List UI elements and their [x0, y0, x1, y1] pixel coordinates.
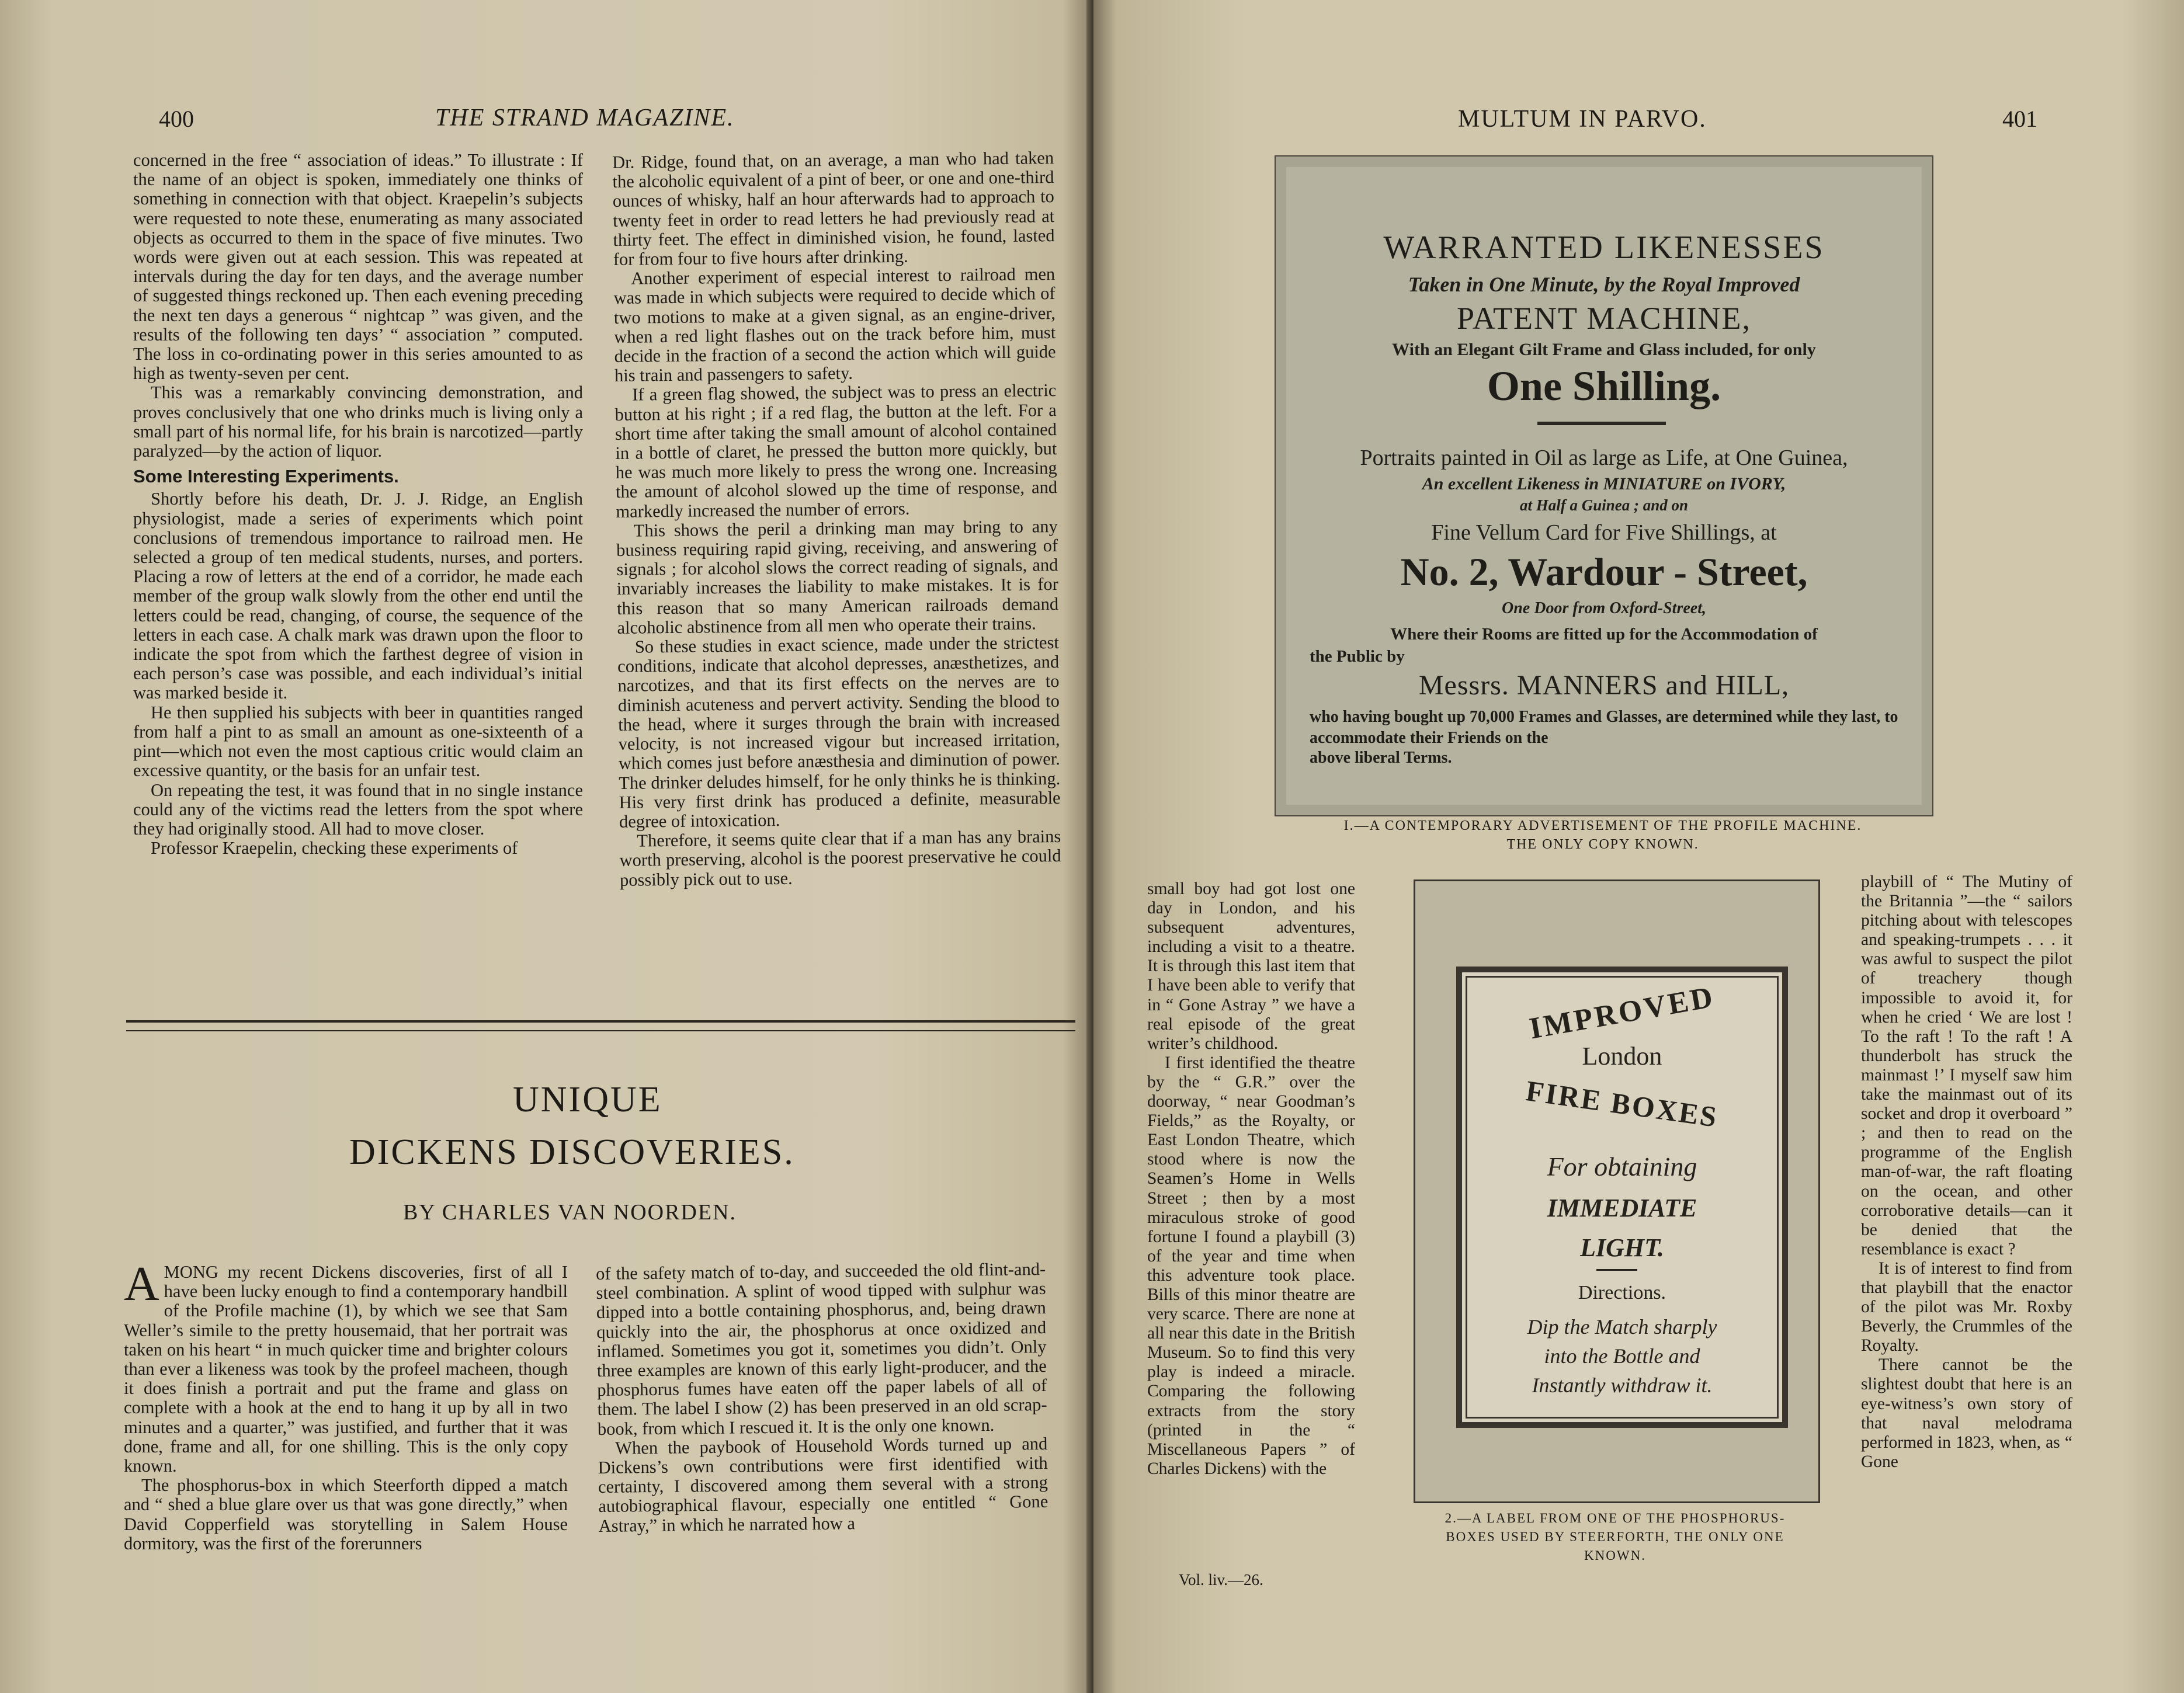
byline: BY CHARLES VAN NOORDEN.: [403, 1200, 737, 1225]
label-line: Directions.: [1578, 1282, 1666, 1303]
label-line: IMMEDIATE: [1547, 1194, 1697, 1222]
divider-rule: [126, 1020, 1075, 1023]
label-line: Dip the Match sharply: [1527, 1315, 1717, 1339]
page-number-left: 400: [159, 106, 194, 132]
ad-headline: WARRANTED LIKENESSES: [1383, 230, 1825, 266]
paragraph: Dr. Ridge, found that, on an average, a man who had taken the alcoholic equivalent of a pint of beer, or one and one-third ounces of whisky, half an hour afterwards had to approach to twenty feet in order to read letters he had previously read at thirty feet. The effect in diminished vision, he found, lasted for from four to five hours after drinking.: [612, 148, 1055, 270]
caption-line: BOXES USED BY STEERFORTH, THE ONLY ONE: [1446, 1529, 1784, 1544]
label-line: LIGHT.: [1580, 1233, 1664, 1262]
paragraph: Professor Kraepelin, checking these experiments of: [151, 838, 518, 858]
ad-line: With an Elegant Gilt Frame and Glass included, for only: [1392, 340, 1816, 359]
paragraph: Therefore, it seems quite clear that if a man has any brains worth preserving, alcohol is the poorest preservative he could possibly pick out to use.: [619, 826, 1061, 890]
page-number-right: 401: [2002, 106, 2037, 132]
ad-line: One Door from Oxford-Street,: [1502, 599, 1706, 617]
figure-2-caption: [1402, 1509, 1828, 1565]
ad-line: Messrs. MANNERS and HILL,: [1418, 670, 1790, 701]
label-line: into the Bottle and: [1544, 1344, 1700, 1368]
paragraph: Shortly before his death, Dr. J. J. Ridge, an English physiologist, made a series of experiments which point conclusions of tremendous importance to railroad men. He selected a group of ten medical students, nurses, and porters. Placing a row of letters at the end of a corridor, he made each member of the group walk slowly from the other end until the letters could be read, changing, of course, the sequence of the letters in each case. A chalk mark was drawn upon the floor to indicate the spot from which the farthest degree of vision in each person’s case was possible, and each individual’s initial was marked beside it.: [133, 489, 583, 703]
article-column-1: [124, 1257, 568, 1553]
paragraph: If a green flag showed, the subject was to press an electric button at his right ; if a red flag, the button at the left. For a short time after taking the small amount of alcohol contained in a bottle of claret, he pressed the button more quickly, but he was much more likely to press the wrong one. Increasing the amount of alcohol slowed up the time of response, and markedly increased the number of errors.: [614, 380, 1058, 522]
ad-line: Fine Vellum Card for Five Shillings, at: [1431, 520, 1777, 545]
right-column-1: [1147, 879, 1355, 1479]
paragraph: [124, 1257, 568, 1476]
caption-line: I.—A CONTEMPORARY ADVERTISEMENT OF THE PROFILE MACHINE.: [1343, 818, 1862, 833]
label-line: London: [1582, 1042, 1662, 1070]
ad-price: One Shilling.: [1487, 363, 1721, 409]
caption-line: KNOWN.: [1584, 1548, 1646, 1563]
ad-ornament-rule: [1537, 422, 1666, 425]
section-heading: Some Interesting Experiments.: [133, 466, 399, 487]
paragraph: This was a remarkably convincing demonstration, and proves conclusively that one who drinks much is living only a small part of his normal life, for his brain is narcotized—partly paralyzed—by the action of liquor.: [133, 383, 583, 461]
ad-line: who having bought up 70,000 Frames and Glasses, are determined while they last, to accommodate their Friends on the: [1310, 708, 1898, 747]
label-line: Instantly withdraw it.: [1532, 1374, 1713, 1397]
ad-line: above liberal Terms.: [1310, 749, 1452, 767]
paragraph: of the safety match of to-day, and succeeded the old flint-and-steel combination. A splint of wood tipped with sulphur was dipped into a bottle containing phosphorus, and, being drawn quickly into the air, the phosphorus at once oxidized and inflamed. Sometimes you got it, sometimes you didn’t. Only three examples are known of this early light-producer, and the phosphorus fumes have eaten off the paper labels of all of them. The label I show (2) has been preserved in an old scrap-book, from which I rescued it. It is the only one known.: [595, 1259, 1047, 1439]
article-title-line-2: DICKENS DISCOVERIES.: [349, 1132, 795, 1172]
paragraph: concerned in the free “ association of ideas.” To illustrate : If the name of an object is spoken, immediately one thinks of something in connection with that object. Kraepelin’s subjects were requested to note these, enumerating as many associated objects as occurred to them in the space of five minutes. Two words were given out at each session. This was repeated at intervals during the day for ten days, and the average number of suggested things reckoned up. Then each evening preceding the next ten days a generous “ nightcap ” was given, and the results of the following ten days’ “ association ” computed. The loss in co-ordinating power in this series amounted to as high as twenty-seven per cent.: [133, 150, 583, 384]
paragraph: There cannot be the slightest doubt that here is an eye-witness’s own story of that naval melodrama performed in 1823, when, as “ Gone: [1861, 1355, 2072, 1471]
running-head-right: MULTUM IN PARVO.: [1458, 106, 1707, 133]
paragraph-text: MONG my recent Dickens discoveries, first of all I have been lucky enough to find a contemporary handbill of the Profile machine (1), by which we see that Sam Weller’s simile to the pretty housemaid, that her portrait was taken on his heart “ in much quicker time and brighter colours than ever a likeness was took by the profeel macheen, though it does finish a portrait and put the frame and glass on complete with a hook at the end to hang it up by all in two minutes and a quarter,” was justified, and further that it was done, frame and all, for one shilling. This is the only copy known.: [124, 1262, 568, 1476]
ad-address: No. 2, Wardour - Street,: [1400, 550, 1808, 594]
ad-line: Taken in One Minute, by the Royal Improved: [1408, 273, 1800, 296]
ad-line: PATENT MACHINE,: [1456, 301, 1752, 336]
label-line: FIRE BOXES: [1523, 1074, 1721, 1134]
fire-box-label: [1456, 967, 1788, 1428]
ad-line: at Half a Guinea ; and on: [1519, 496, 1689, 514]
ad-line: An excellent Likeness in MINIATURE on IVORY,: [1422, 474, 1786, 493]
label-line: For obtaining: [1547, 1152, 1697, 1181]
fire-box-label-figure: [1414, 879, 1820, 1503]
paragraph: small boy had got lost one day in London, and his subsequent adventures, including a visit to a theatre. It is through this last item that I have been able to verify that in “ Gone Astray ” we have a real episode of the great writer’s childhood.: [1147, 879, 1355, 1053]
paragraph: It is of interest to find from that playbill that the enactor of the pilot was Mr. Roxby Beverly, the Crummles of the Royalty.: [1861, 1259, 2072, 1355]
left-page: [0, 0, 1091, 1693]
paragraph: He then supplied his subjects with beer in quantities ranged from half a pint to as small an amount as one-sixteenth of a pint—which not even the most captious critic would claim an excessive quantity, or the basis for an unfair test.: [133, 702, 583, 781]
label-ornament: [1596, 1269, 1637, 1271]
paragraph: So these studies in exact science, made under the strictest conditions, indicate that alcohol depresses, anæsthetizes, and narcotizes, and that its first effects on the nerves are to diminish acuteness and pervert activity. Sending the blood to the head, where it surges through the brain with increased velocity, is not increased vigour but increased irritation, which comes just before anæsthesia and diminution of power. The drinker deludes himself, for he only thinks he is thinking. His very first drink has produced a definite, measurable degree of intoxication.: [617, 632, 1061, 832]
article-title-line-1: UNIQUE: [513, 1080, 662, 1120]
ad-line: Portraits painted in Oil as large as Life, at One Guinea,: [1360, 446, 1848, 470]
drop-cap: A: [124, 1257, 159, 1311]
paragraph: On repeating the test, it was found that in no single instance could any of the victims read the letters from the spot where they had originally stood. All had to move closer.: [133, 780, 583, 839]
divider-rule: [126, 1030, 1075, 1031]
paragraph: This shows the peril a drinking man may bring to any business requiring rapid giving, receiving, and answering of signals ; for alcohol slows the correct reading of signals, and invariably increases the liability to make mistakes. It is for this reason that so many American railroads demand alcoholic abstinence from all men who operate their trains.: [616, 516, 1059, 638]
paragraph: playbill of “ The Mutiny of the Britannia ”—the “ sailors pitching about with telescopes and speaking-trumpets . . . it was awful to suspect the pilot of treachery though impossible to avoid it, for when he cried ‘ We are lost ! To the raft ! To the raft ! A thunderbolt has struck the mainmast !’ I myself saw him take the mainmast out of its socket and drop it overboard ” ; and then to read on the programme of the English man-of-war, the raft floating on the ocean, and other corroborative details—can it be denied that the resemblance is exact ?: [1861, 872, 2072, 1259]
paragraph: The phosphorus-box in which Steerforth dipped a match and “ shed a blue glare over us that was gone directly,” when David Copperfield was storytelling in Salem House dormitory, was the first of the forerunners: [124, 1475, 568, 1553]
advertisement-print: [1286, 167, 1922, 805]
ad-line: Where their Rooms are fitted up for the Accommodation of: [1390, 625, 1818, 644]
ad-line: the Public by: [1310, 647, 1405, 666]
caption-line: 2.—A LABEL FROM ONE OF THE PHOSPHORUS-: [1445, 1511, 1786, 1525]
right-column-2: [1861, 872, 2072, 1472]
signature-mark: Vol. liv.—26.: [1179, 1571, 1263, 1588]
paragraph: I first identified the theatre by the “ G.R.” over the doorway, “ near Goodman’s Fields,” as the Royalty, or East London Theatre, which stood where is now the Seamen’s Home in Wells Street ; then by a most miraculous stroke of good fortune I found a playbill (3) of the year and time when this adventure took place. Bills of this minor theatre are very scarce. There are none at all near this date in the British Museum. So to find this very play is indeed a miracle. Comparing the following extracts from the story (printed in the “ Miscellaneous Papers ” of Charles Dickens) with the: [1147, 1053, 1355, 1478]
left-column-2: [612, 148, 1061, 890]
running-head-left: THE STRAND MAGAZINE.: [435, 105, 735, 131]
profile-machine-advertisement: [1275, 155, 1933, 816]
left-column-1: [133, 151, 583, 858]
figure-1-caption: [1275, 816, 1931, 854]
article-column-2: [596, 1260, 1048, 1536]
caption-line: THE ONLY COPY KNOWN.: [1506, 837, 1699, 852]
label-line: IMPROVED: [1527, 980, 1717, 1046]
paragraph: When the paybook of Household Words turned up and Dickens’s own contributions were first identified with certainty, I discovered among them several with a strong autobiographical flavour, especially one entitled “ Gone Astray,” in which he narrated how a: [598, 1433, 1048, 1536]
paragraph: Another experiment of especial interest to railroad men was made in which subjects were required to decide which of two motions to make at a given signal, as an engine-driver, when a red light flashes out on the track before him, must decide in the fraction of a second the action which will guide his train and passengers to safety.: [613, 264, 1056, 386]
